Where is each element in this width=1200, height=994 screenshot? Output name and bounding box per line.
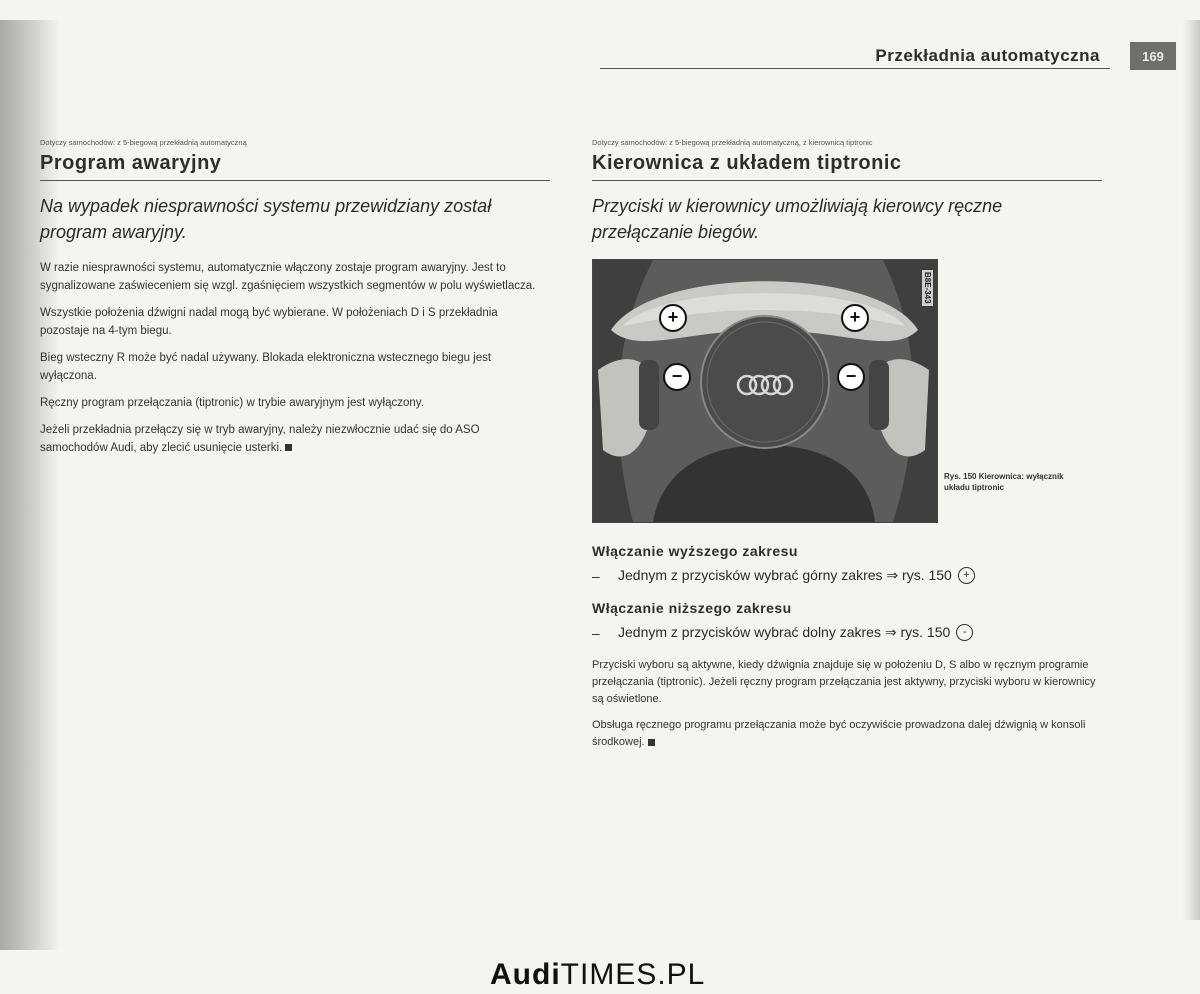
running-title: Przekładnia automatyczna (875, 46, 1100, 65)
downshift-heading: Włączanie niższego zakresu (592, 600, 792, 616)
body-paragraph-text: Obsługa ręcznego programu przełączania może być oczywiście prowadzona dalej dźwignią w konsoli środkowej. (592, 719, 1086, 748)
body-paragraph: Bieg wsteczny R może być nadal używany. Blokada elektroniczna wstecznego biegu jest wyłączona. (40, 352, 492, 382)
body-paragraph: W razie niesprawności systemu, automatycznie włączony zostaje program awaryjny. Jest to sygnalizowane zaświeceniem się wzgl. zgaśnięciem wszystkich segmentów w polu wyświetlacza. (40, 262, 536, 292)
body-paragraph (40, 421, 550, 457)
plus-label-right: + (849, 307, 861, 327)
body-paragraph: Ręczny program przełączania (tiptronic) w trybie awaryjnym jest wyłączony. (40, 397, 424, 409)
figure-caption: Rys. 150 Kierownica: wyłącznik układu tiptronic (944, 472, 1064, 492)
watermark-logo (490, 958, 705, 992)
lead-text: Przyciski w kierownicy umożliwiają kierowcy ręczne przełączanie biegów. (592, 196, 1003, 242)
applies-to-note: Dotyczy samochodów: z 5-biegową przekładnią automatyczną, z kierownicą tiptronic (592, 138, 873, 147)
downshift-instruction: Jednym z przycisków wybrać dolny zakres ⇒ rys. 150 (618, 624, 951, 640)
section-title-emergency-program: Program awaryjny (40, 152, 222, 174)
left-column (40, 138, 550, 466)
figure-block (592, 259, 1102, 521)
step-dash: – (592, 567, 600, 584)
section-rule (40, 180, 550, 181)
upshift-instruction: Jednym z przycisków wybrać górny zakres ⇒ rys. 150 (618, 567, 952, 583)
minus-label-right: − (845, 366, 857, 386)
minus-circle-icon: - (956, 624, 973, 641)
section-rule (592, 180, 1102, 181)
lead-text: Na wypadek niesprawności systemu przewidziany został program awaryjny. (40, 196, 492, 242)
header-rule (600, 68, 1110, 69)
steering-wheel-illustration (593, 260, 937, 522)
steering-wheel-figure (592, 259, 938, 523)
end-of-section-marker (648, 739, 655, 746)
body-paragraph (592, 717, 1102, 751)
body-paragraph-text: Jeżeli przekładnia przełączy się w tryb awaryjny, należy niezwłocznie udać się do ASO samochodów Audi, aby zlecić usunięcie usterki. (40, 424, 480, 454)
page-number: 169 (1130, 42, 1176, 70)
minus-label-left: − (671, 366, 683, 386)
figure-code: B8E-343 (923, 272, 932, 304)
body-paragraph: Wszystkie położenia dźwigni nadal mogą być wybierane. W położeniach D i S przekładnia pozostaje na 4-tym biegu. (40, 307, 498, 337)
upshift-heading: Włączanie wyższego zakresu (592, 543, 798, 559)
downshift-step (592, 624, 1102, 641)
applies-to-note: Dotyczy samochodów: z 5-biegową przekładnią automatyczną (40, 138, 247, 147)
body-paragraph: Przyciski wyboru są aktywne, kiedy dźwignia znajduje się w położeniu D, S albo w ręcznym programie przełączania (tiptronic). Jeżeli ręczny program przełączania jest aktywny, przyciski wyboru w kierownicy są oświetlone. (592, 659, 1096, 705)
end-of-section-marker (285, 444, 292, 451)
logo-brand-bold: Audi (490, 958, 561, 991)
logo-brand-rest: TIMES.PL (560, 958, 706, 991)
step-dash: – (592, 624, 600, 641)
upshift-step (592, 567, 1102, 584)
section-title-tiptronic-wheel: Kierownica z układem tiptronic (592, 152, 902, 174)
right-column (592, 138, 1102, 760)
page-edge-shadow (1182, 20, 1200, 920)
plus-circle-icon: + (958, 567, 975, 584)
plus-label-left: + (667, 307, 679, 327)
